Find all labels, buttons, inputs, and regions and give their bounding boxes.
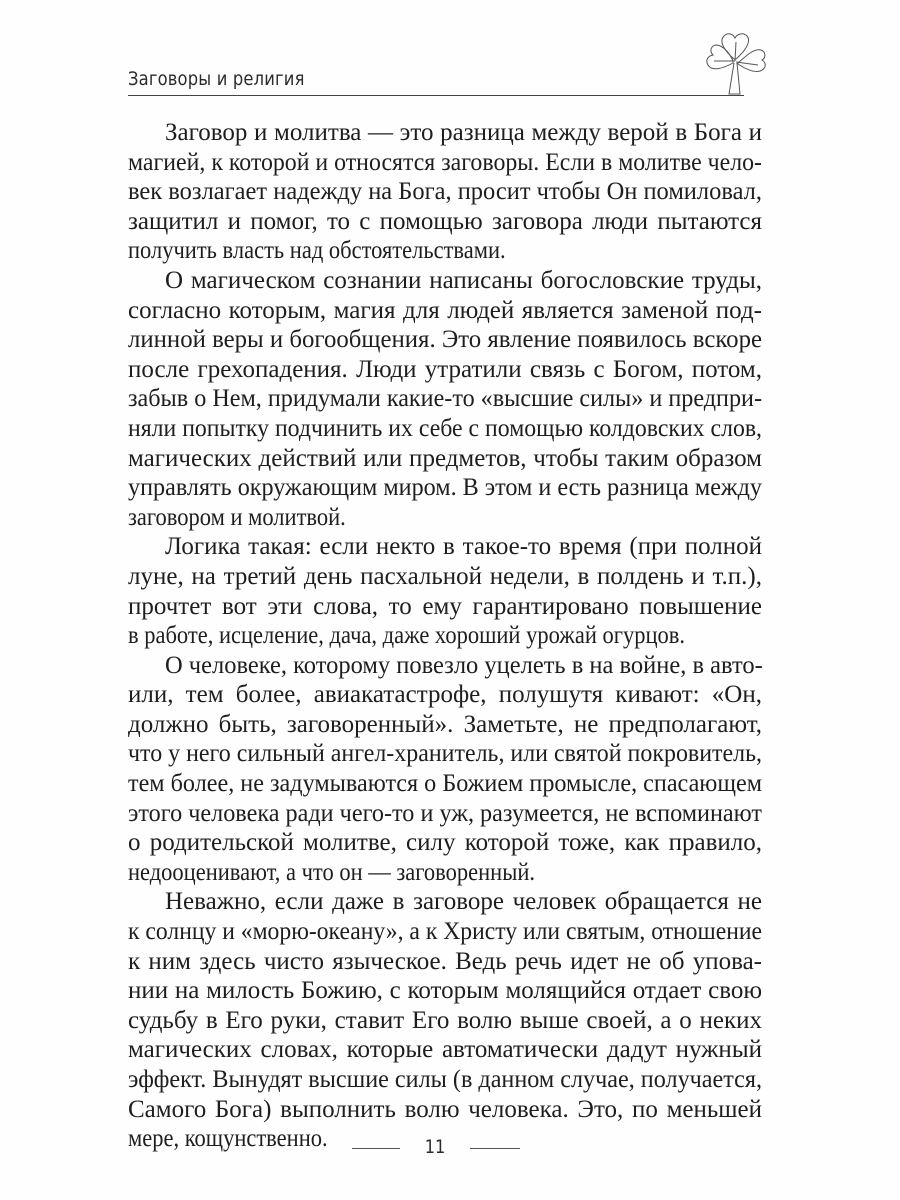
- text-line: луне, на третий день пасхальной недели, в полдень и т.п.),: [128, 562, 762, 590]
- text-line: согласно которым, магия для людей является заменой под-: [128, 296, 762, 324]
- header-rule: [128, 95, 744, 96]
- paragraph-1: [128, 118, 762, 266]
- paragraph-4: [128, 651, 762, 888]
- clover-icon: [696, 32, 776, 100]
- text-line: забыв о Нем, придумали какие-то «высшие силы» и предпри-: [128, 385, 762, 413]
- text-line: нии на милость Божию, с которым молящийся отдает свою: [128, 977, 762, 1005]
- text-line: Заговор и молитва — это разница между верой в Бога и: [165, 119, 762, 146]
- text-line: недооценивают, а что он — заговоренный.: [128, 858, 536, 886]
- text-line: защитил и помог, то с помощью заговора люди пытаются: [128, 207, 762, 235]
- text-line: магических словах, которые автоматически дадут нужный: [128, 1036, 762, 1064]
- text-line: этого человека ради чего-то и уж, разумеется, не вспоминают: [128, 799, 762, 827]
- text-line: магических действий или предметов, чтобы таким образом: [128, 444, 762, 472]
- text-line: что у него сильный ангел-хранитель, или святой покровитель,: [128, 740, 762, 768]
- text-line: должно быть, заговоренный». Заметьте, не предполагают,: [128, 710, 762, 738]
- text-line: после грехопадения. Люди утратили связь с Богом, потом,: [128, 355, 762, 383]
- page-footer: [0, 1134, 900, 1164]
- paragraph-5: [128, 887, 762, 1153]
- text-line: к ним здесь чисто языческое. Ведь речь идет не об упова-: [128, 947, 762, 975]
- text-line: О человеке, которому повезло уцелеть в на войне, в авто-: [164, 651, 763, 679]
- text-line: линной веры и богообщения. Это явление появилось вскоре: [128, 326, 762, 354]
- text-line: Неважно, если даже в заговоре человек обращается не: [165, 888, 762, 916]
- paragraph-2: [128, 266, 762, 532]
- body-text: [128, 118, 762, 1154]
- text-line: заговором и молитвой.: [128, 503, 346, 531]
- text-line: мере, кощунственно.: [128, 1125, 328, 1153]
- text-line: няли попытку подчинить их себе с помощью колдовских слов,: [128, 414, 762, 442]
- text-line: Самого Бога) выполнить волю человека. Это, по меньшей: [128, 1095, 762, 1123]
- text-line: в работе, исцеление, дача, даже хороший урожай огурцов.: [128, 622, 686, 650]
- text-line: прочтет вот эти слова, то ему гарантировано повышение: [128, 592, 762, 620]
- text-line: тем более, не задумываются о Божием промысле, спасающем: [128, 770, 762, 798]
- text-line: судьбу в Его руки, ставит Его волю выше своей, а о неких: [128, 1006, 762, 1034]
- text-line: о родительской молитве, силу которой тоже, как правило,: [128, 829, 762, 857]
- text-line: к солнцу и «морю-океану», а к Христу или святым, отношение: [128, 918, 762, 946]
- text-line: век возлагает надежду на Бога, просит чтобы Он помиловал,: [128, 178, 762, 206]
- text-line: управлять окружающим миром. В этом и есть разница между: [128, 474, 762, 502]
- text-line: О магическом сознании написаны богословские труды,: [165, 266, 762, 294]
- paragraph-3: [128, 532, 762, 650]
- running-title: Заговоры и религия: [128, 68, 305, 90]
- text-line: эффект. Вынудят высшие силы (в данном случае, получается,: [128, 1066, 762, 1093]
- page-number: 11: [424, 1136, 446, 1158]
- text-line: получить власть над обстоятельствами.: [128, 237, 506, 265]
- footer-rule-right: [470, 1148, 520, 1149]
- text-line: магией, к которой и относятся заговоры. Если в молитве чело-: [128, 148, 762, 176]
- footer-rule-left: [352, 1148, 400, 1149]
- text-line: или, тем более, авиакатастрофе, полушутя кивают: «Он,: [128, 681, 762, 709]
- text-line: Логика такая: если некто в такое-то время (при полной: [165, 533, 762, 561]
